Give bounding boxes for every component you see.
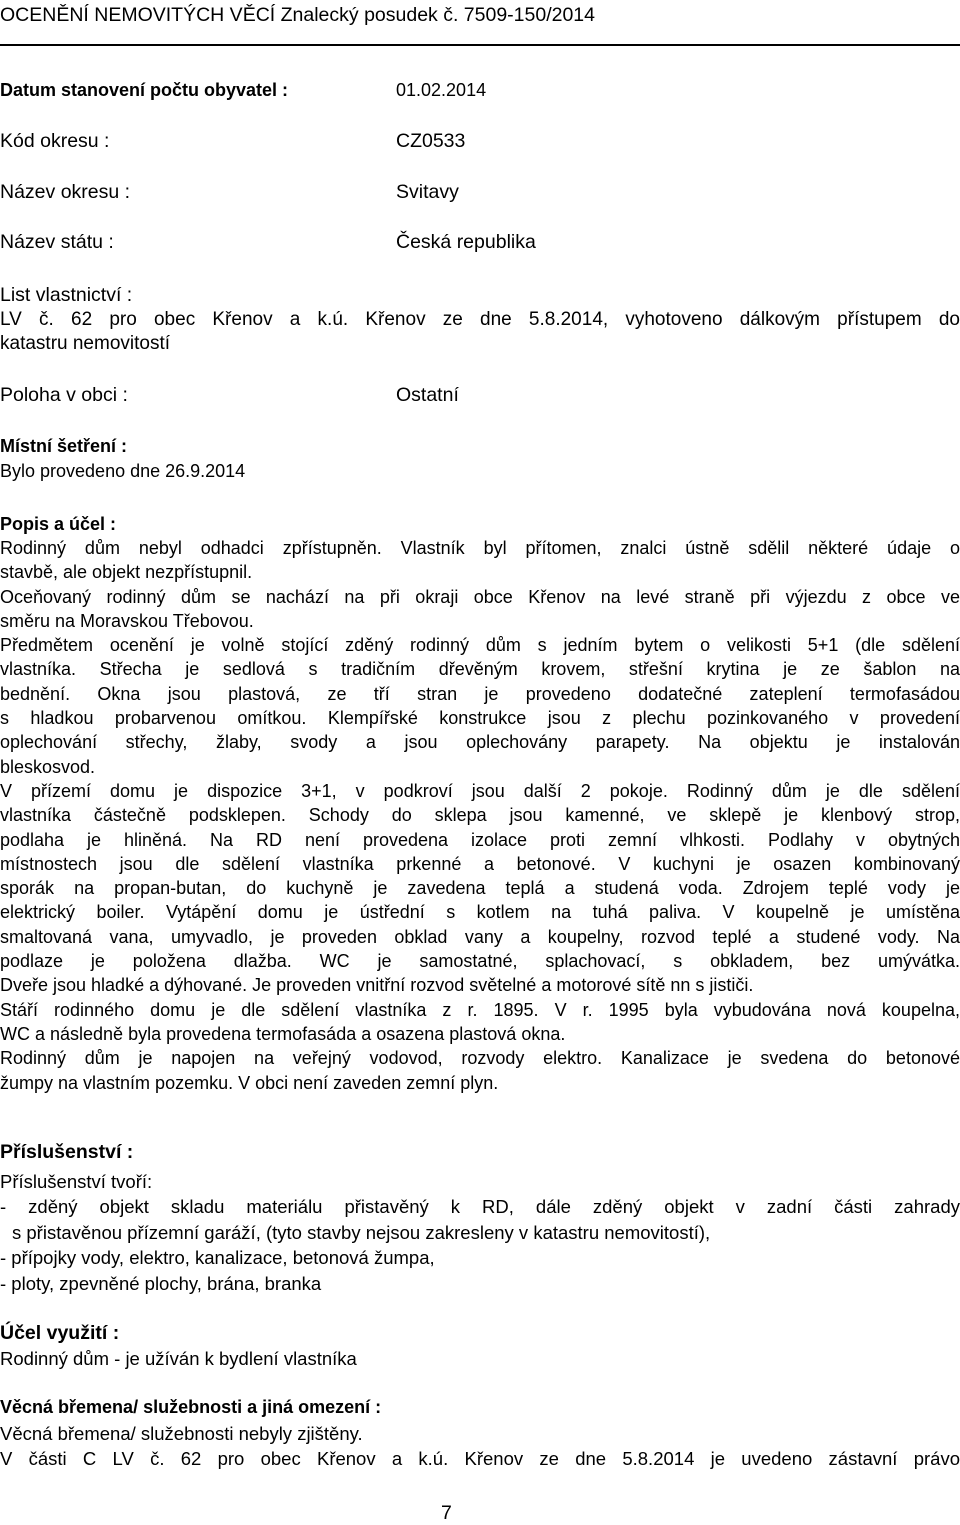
description-line: Oceňovaný rodinný dům se nachází na při okraji obce Křenov na levé straně při výjezdu z obce ve (0, 586, 960, 607)
description-line: s hladkou probarvenou omítkou. Klempířské konstrukce jsou z plechu pozinkovaného v provedení (0, 708, 960, 729)
description-line: elektrický boiler. Vytápění domu je ústřední s kotlem na tuhá paliva. V koupelně je umístěna (0, 902, 960, 923)
accessories-line: - ploty, zpevněné plochy, brána, branka (0, 1272, 322, 1294)
accessories-heading: Příslušenství : (0, 1141, 134, 1163)
description-line: vlastníka. Střecha je sedlová s tradičním dřevěným krovem, střešní krytina je ze šablon na (0, 659, 960, 680)
description-line: Dveře jsou hladké a dýhované. Je proveden vnitřní rozvod světelné a motorové sítě nn s jističi. (0, 975, 754, 996)
page-header (0, 4, 960, 46)
description-line: sporák na propan-butan, do kuchyně je zavedena teplá a studená voda. Zdrojem teplé vody je (0, 878, 960, 899)
district-name-label: Název okresu : (0, 181, 131, 203)
accessories-list (0, 1169, 960, 1296)
description-line: Stáří rodinného domu je dle sdělení vlastníka z r. 1895. V r. 1995 byla vybudována nová koupelna, (0, 999, 960, 1020)
accessories-line: Příslušenství tvoří: (0, 1171, 153, 1192)
document-title: OCENĚNÍ NEMOVITÝCH VĚCÍ Znalecký posudek č. 7509-150/2014 (0, 4, 595, 26)
description-line: V přízemí domu je dispozice 3+1, v podkroví jsou další 2 pokoje. Rodinný dům je dle sdělení (0, 780, 960, 801)
description-line: bleskosvod. (0, 756, 96, 777)
usage-heading: Účel využití : (0, 1322, 120, 1344)
accessories-line: - přípojky vody, elektro, kanalizace, betonová žumpa, (0, 1247, 435, 1269)
description-line: Předmětem ocenění je volně stojící zděný rodinný dům s jedním bytem o velikosti 5+1 (dle sdělení (0, 635, 960, 656)
easements-line: V části C LV č. 62 pro obec Křenov a k.ú. Křenov ze dne 5.8.2014 je uvedeno zástavní právo (0, 1448, 960, 1469)
description-line: podlaha je hliněná. Na RD není provedena izolace proti zemní vlhkosti. Podlahy v obytných (0, 829, 960, 850)
inspection-heading: Místní šetření : (0, 436, 128, 456)
easements-line: Věcná břemena/ služebnosti nebyly zjištěny. (0, 1423, 363, 1444)
description-line: bednění. Okna jsou plastová, ze tří stran je provedeno dodatečné zateplení termofasádou (0, 683, 960, 704)
description-line: podlaze je položena dlažba. WC je samostatné, splachovací, s obkladem, bez umývátka. (0, 951, 960, 972)
district-code-label: Kód okresu : (0, 130, 110, 152)
description-line: stavbě, ale objekt nezpřístupnil. (0, 562, 253, 583)
location-label: Poloha v obci : (0, 384, 128, 406)
date-value: 01.02.2014 (396, 80, 487, 100)
country-label: Název státu : (0, 231, 114, 253)
description-line: Rodinný dům je napojen na veřejný vodovod, rozvody elektro. Kanalizace je svedena do betonové (0, 1048, 960, 1069)
description-line: vlastníka částečně podsklepen. Schody do sklepa jsou kamenné, ve sklepě je klenbový strop, (0, 805, 960, 826)
district-code-value: CZ0533 (396, 130, 466, 152)
ownership-line: LV č. 62 pro obec Křenov a k.ú. Křenov ze dne 5.8.2014, vyhotoveno dálkovým přístupem do (0, 309, 960, 330)
usage-text: Rodinný dům - je užíván k bydlení vlastníka (0, 1348, 357, 1369)
location-value: Ostatní (396, 384, 459, 406)
accessories-line: - zděný objekt skladu materiálu přistavěný k RD, dále zděný objekt v zadní části zahrady (0, 1196, 960, 1218)
description-line: Rodinný dům nebyl odhadci zpřístupněn. Vlastník byl přítomen, znalci ústně sdělil některé údaje o (0, 538, 960, 558)
district-name-value: Svitavy (396, 181, 459, 203)
accessories-line: s přistavěnou přízemní garáží, (tyto stavby nejsou zakresleny v katastru nemovitostí), (12, 1221, 711, 1243)
ownership-heading: List vlastnictví : (0, 284, 133, 306)
description-line: místnostech jsou dle sdělení vlastníka prkenné a betonové. V kuchyni je osazen kombinovaný (0, 853, 960, 874)
purpose-heading: Popis a účel : (0, 514, 117, 534)
inspection-text: Bylo provedeno dne 26.9.2014 (0, 461, 246, 481)
ownership-paragraph (0, 308, 960, 356)
easements-heading: Věcná břemena/ služebnosti a jiná omezení : (0, 1397, 382, 1417)
country-value: Česká republika (396, 231, 536, 253)
description-line: oplechování střechy, žlaby, svody a jsou oplechovány parapety. Na objektu je instalován (0, 732, 960, 753)
description-line: žumpy na vlastním pozemku. V obci není zaveden zemní plyn. (0, 1072, 499, 1093)
description-line: směru na Moravskou Třebovou. (0, 610, 254, 631)
description-line: smaltovaná vana, umyvadlo, je proveden obklad vany a koupelny, rozvod teplé a studené vody. Na (0, 926, 960, 947)
page-number: 7 (441, 1502, 452, 1524)
description-paragraph (0, 536, 960, 1095)
easements-paragraph (0, 1421, 960, 1471)
description-line: WC a následně byla provedena termofasáda a osazena plastová okna. (0, 1023, 566, 1044)
ownership-line: katastru nemovitostí (0, 333, 171, 354)
date-label: Datum stanovení počtu obyvatel : (0, 80, 289, 100)
